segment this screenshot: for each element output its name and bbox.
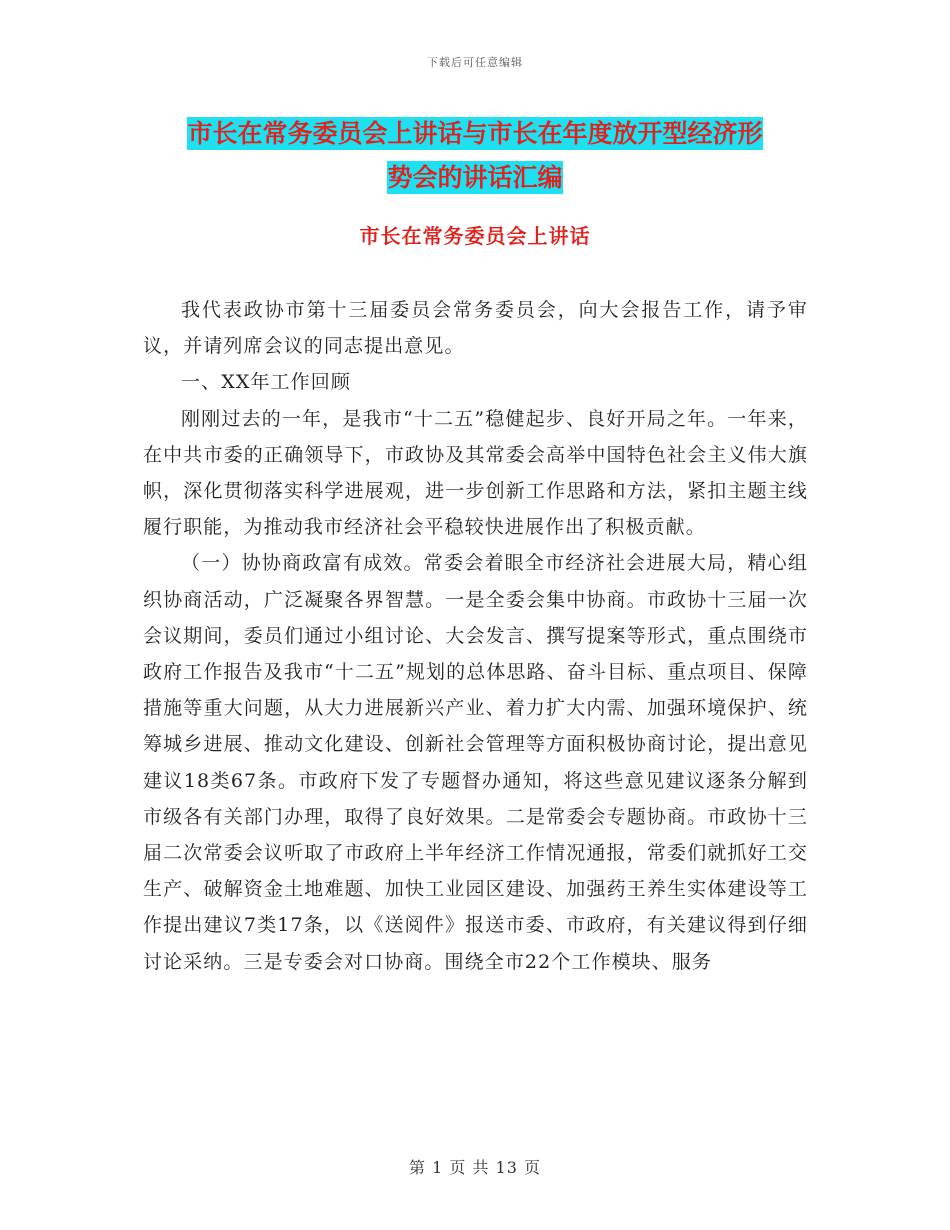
document-title [140,112,810,200]
paragraph: （一）协协商政富有成效。常委会着眼全市经济社会进展大局，精心组织协商活动，广泛凝聚各界智慧。一是全委会集中协商。市政协十三届一次会议期间，委员们通过小组讨论、大会发言、撰写提案等形式，重点围绕市政府工作报告及我市“十二五”规划的总体思路、奋斗目标、重点项目、保障措施等重大问题，从大力进展新兴产业、着力扩大内需、加强环境保护、统筹城乡进展、推动文化建设、创新社会管理等方面积极协商讨论，提出意见建议18类67条。市政府下发了专题督办通知，将这些意见建议逐条分解到市级各有关部门办理，取得了良好效果。二是常委会专题协商。市政协十三届二次常委会议听取了市政府上半年经济工作情况通报，常委们就抓好工交生产、破解资金土地难题、加快工业园区建设、加强药王养生实体建设等工作提出建议7类17条，以《送阅件》报送市委、市政府，有关建议得到仔细讨论采纳。三是专委会对口协商。围绕全市22个工作模块、服务 [143,552,808,973]
section-title: 市长在常务委员会上讲话 [359,224,591,248]
title-line-2: 势会的讲话汇编 [387,163,563,192]
title-line-1: 市长在常务委员会上讲话与市长在年度放开型经济形 [187,119,763,148]
body-text [143,292,808,980]
paragraph: 一、XX年工作回顾 [181,371,351,394]
paragraph: 我代表政协市第十三届委员会常务委员会，向大会报告工作，请予审议，并请列席会议的同志提出意见。 [143,299,808,358]
page-footer: 第 1 页 共 13 页 [409,1158,541,1177]
header-note: 下载后可任意编辑 [427,56,523,69]
paragraph: 刚刚过去的一年，是我市“十二五”稳健起步、良好开局之年。一年来，在中共市委的正确领导下，市政协及其常委会高举中国特色社会主义伟大旗帜，深化贯彻落实科学进展观，进一步创新工作思路和方法，紧扣主题主线履行职能，为推动我市经济社会平稳较快进展作出了积极贡献。 [143,407,808,539]
